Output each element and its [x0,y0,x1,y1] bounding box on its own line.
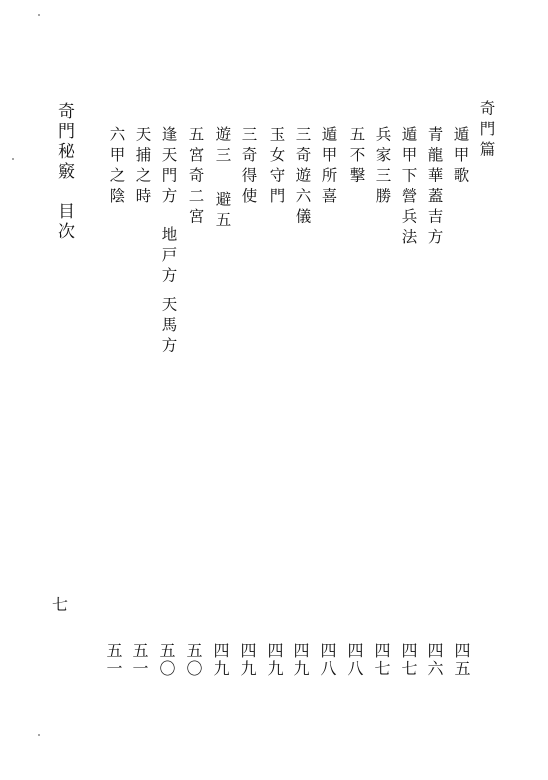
toc-page-ref: 五〇 [157,642,176,678]
toc-entry: 玉女守門 [267,126,286,208]
toc-page-ref: 四七 [372,642,391,678]
scan-speck [12,158,14,160]
toc-entry: 五宮奇二宮 [186,126,205,229]
toc-section-heading: 奇門篇 [477,100,496,162]
page-number: 七 [52,595,69,614]
toc-entry: 避五 [213,191,232,232]
toc-page-ref: 五〇 [184,642,203,678]
toc-page-ref: 四七 [399,642,418,678]
scan-speck [38,734,40,736]
toc-entry: 天捕之時 [133,126,152,208]
toc-page-ref: 四九 [238,642,257,678]
toc-entry: 青龍華蓋吉方 [425,126,444,249]
scan-speck [38,14,40,16]
toc-entry: 三奇得使 [239,126,258,208]
toc-entry: 天馬方 [159,296,178,358]
toc-entry: 遁甲所喜 [319,126,338,208]
toc-page-ref: 四八 [345,642,364,678]
toc-entry: 六甲之陰 [107,126,126,208]
toc-page-ref: 四九 [291,642,310,678]
toc-page-ref: 四八 [318,642,337,678]
toc-entry: 遁甲歌 [451,126,470,188]
toc-page-ref: 五一 [104,642,123,678]
toc-entry: 五不撃 [347,126,366,188]
toc-entry: 逢天門方 [159,126,178,208]
toc-page-ref: 四九 [265,642,284,678]
toc-entry: 地戸方 [159,226,178,288]
toc-entry: 兵家三勝 [373,126,392,208]
toc-page-ref: 四六 [425,642,444,678]
toc-entry: 遁甲下營兵法 [399,126,418,249]
toc-page-ref: 四九 [211,642,230,678]
toc-page-ref: 四五 [452,642,471,678]
toc-entry: 遊三 [213,126,232,167]
book-title-contents: 奇門秘竅 目次 [54,102,74,242]
toc-entry: 三奇遊六儀 [293,126,312,229]
toc-page-ref: 五一 [130,642,149,678]
